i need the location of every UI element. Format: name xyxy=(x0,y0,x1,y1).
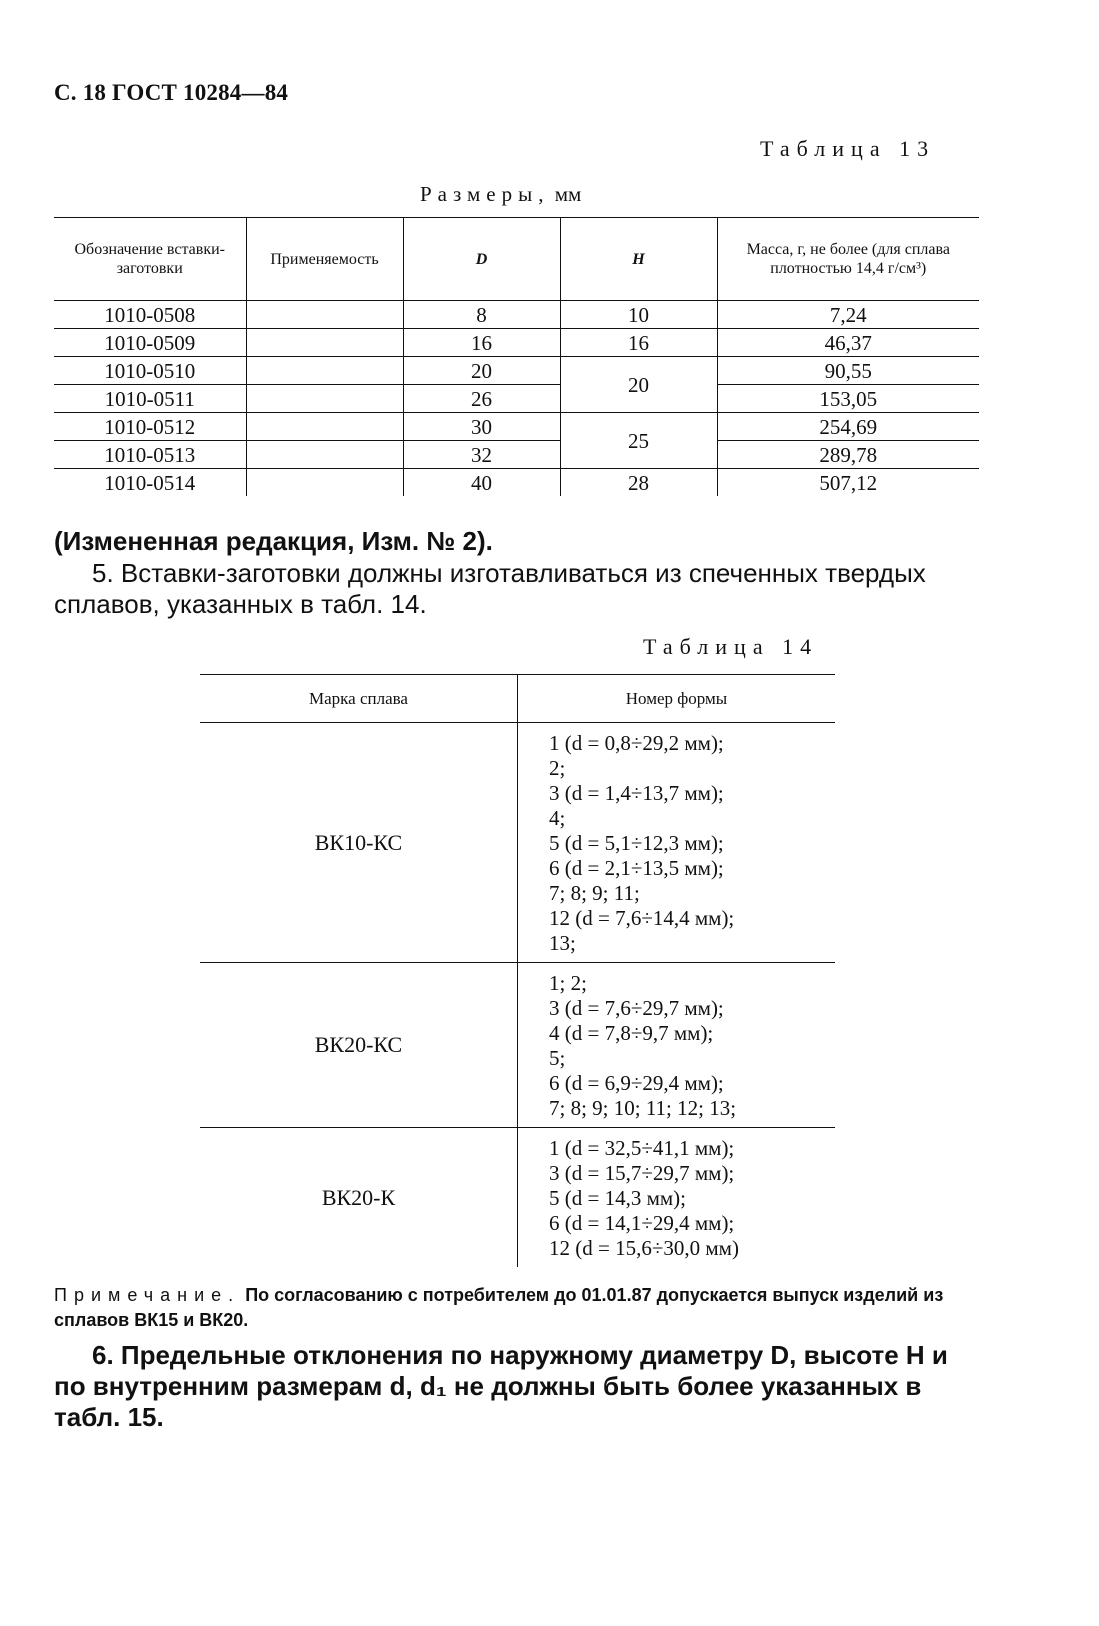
form-line: 2; xyxy=(549,756,566,780)
cell-applicability xyxy=(246,385,403,413)
cell-forms xyxy=(518,1128,836,1268)
note-text: По согласованию с потребителем до 01.01.87 допускается выпуск изделий из сплавов ВК15 и ВК20. xyxy=(54,1285,944,1330)
cell-applicability xyxy=(246,469,403,497)
table-13-header-row xyxy=(54,218,979,301)
table-13 xyxy=(54,217,979,496)
form-line: 1; 2; xyxy=(549,971,587,995)
cell-mass: 289,78 xyxy=(717,441,979,469)
cell-mass: 90,55 xyxy=(717,357,979,385)
paragraph-6: 6. Предельные отклонения по наружному диаметру D, высоте H и по внутренним размерам d, d₁ не должны быть более указанных в табл. 15. xyxy=(54,1340,948,1432)
table-row xyxy=(54,301,979,329)
cell-h: 20 xyxy=(560,357,717,413)
form-line: 3 (d = 15,7÷29,7 мм); xyxy=(549,1161,735,1185)
cell-designation: 1010-0512 xyxy=(54,413,246,441)
cell-d: 40 xyxy=(403,469,560,497)
form-line: 13; xyxy=(549,931,576,955)
cell-d: 20 xyxy=(403,357,560,385)
table-row xyxy=(54,413,979,441)
form-line: 5; xyxy=(549,1046,566,1070)
form-line: 12 (d = 7,6÷14,4 мм); xyxy=(549,906,735,930)
form-line: 6 (d = 14,1÷29,4 мм); xyxy=(549,1211,735,1235)
form-line: 7; 8; 9; 10; 11; 12; 13; xyxy=(549,1096,737,1120)
cell-d: 8 xyxy=(403,301,560,329)
header-d xyxy=(403,218,560,301)
cell-designation: 1010-0514 xyxy=(54,469,246,497)
form-line: 5 (d = 14,3 мм); xyxy=(549,1186,686,1210)
cell-designation: 1010-0511 xyxy=(54,385,246,413)
form-line: 12 (d = 15,6÷30,0 мм) xyxy=(549,1236,739,1260)
table-row xyxy=(54,329,979,357)
table-row xyxy=(54,385,979,413)
cell-mass: 46,37 xyxy=(717,329,979,357)
cell-applicability xyxy=(246,413,403,441)
dimensions-caption xyxy=(420,182,581,207)
page-header: С. 18 ГОСТ 10284—84 xyxy=(54,80,289,105)
cell-designation: 1010-0513 xyxy=(54,441,246,469)
cell-designation: 1010-0508 xyxy=(54,301,246,329)
form-line: 3 (d = 7,6÷29,7 мм); xyxy=(549,996,724,1020)
form-line: 4; xyxy=(549,806,566,830)
cell-d: 30 xyxy=(403,413,560,441)
table-row xyxy=(54,441,979,469)
header-grade: Марка сплава xyxy=(200,675,518,723)
cell-forms xyxy=(518,723,836,963)
note-label: Примечание. xyxy=(54,1285,241,1305)
cell-applicability xyxy=(246,301,403,329)
header-h xyxy=(560,218,717,301)
form-line: 4 (d = 7,8÷9,7 мм); xyxy=(549,1021,714,1045)
header-form: Номер формы xyxy=(518,675,836,723)
table-row xyxy=(200,723,835,963)
form-line: 7; 8; 9; 11; xyxy=(549,881,640,905)
table-note xyxy=(54,1283,979,1333)
header-designation: Обозначение вставки-заготовки xyxy=(54,218,246,301)
form-line: 6 (d = 2,1÷13,5 мм); xyxy=(549,856,724,880)
cell-applicability xyxy=(246,441,403,469)
cell-grade: ВК20-К xyxy=(200,1128,518,1268)
cell-applicability xyxy=(246,357,403,385)
table-13-caption: Таблица 13 xyxy=(760,136,936,161)
paragraph-5: 5. Вставки-заготовки должны изготавливаться из спеченных твердых сплавов, указанных в табл. 14. xyxy=(54,558,926,619)
table-14 xyxy=(200,674,835,1267)
cell-h: 10 xyxy=(560,301,717,329)
cell-h: 25 xyxy=(560,413,717,469)
table-row xyxy=(200,963,835,1128)
cell-h: 16 xyxy=(560,329,717,357)
form-line: 5 (d = 5,1÷12,3 мм); xyxy=(549,831,724,855)
dimensions-caption-unit: мм xyxy=(554,182,582,206)
cell-mass: 7,24 xyxy=(717,301,979,329)
cell-d: 26 xyxy=(403,385,560,413)
form-line: 6 (d = 6,9÷29,4 мм); xyxy=(549,1071,724,1095)
table-row xyxy=(54,357,979,385)
cell-grade: ВК10-КС xyxy=(200,723,518,963)
form-line: 1 (d = 0,8÷29,2 мм); xyxy=(549,731,724,755)
header-mass: Масса, г, не более (для сплава плотностью 14,4 г/см³) xyxy=(717,218,979,301)
cell-mass: 254,69 xyxy=(717,413,979,441)
form-line: 1 (d = 32,5÷41,1 мм); xyxy=(549,1136,735,1160)
cell-applicability xyxy=(246,329,403,357)
cell-h: 28 xyxy=(560,469,717,497)
edit-note: (Измененная редакция, Изм. № 2). xyxy=(54,526,493,556)
cell-designation: 1010-0509 xyxy=(54,329,246,357)
header-applicability: Применяемость xyxy=(246,218,403,301)
cell-grade: ВК20-КС xyxy=(200,963,518,1128)
cell-d: 16 xyxy=(403,329,560,357)
cell-mass: 153,05 xyxy=(717,385,979,413)
form-line: 3 (d = 1,4÷13,7 мм); xyxy=(549,781,724,805)
cell-forms xyxy=(518,963,836,1128)
dimensions-caption-label: Размеры, xyxy=(420,182,550,206)
header-d-label: D xyxy=(475,250,488,268)
table-row xyxy=(200,1128,835,1268)
table-14-caption: Таблица 14 xyxy=(643,634,819,659)
cell-d: 32 xyxy=(403,441,560,469)
table-14-header-row xyxy=(200,675,835,723)
header-h-label: H xyxy=(632,250,645,268)
table-row xyxy=(54,469,979,497)
cell-mass: 507,12 xyxy=(819,470,878,495)
cell-designation: 1010-0510 xyxy=(54,357,246,385)
